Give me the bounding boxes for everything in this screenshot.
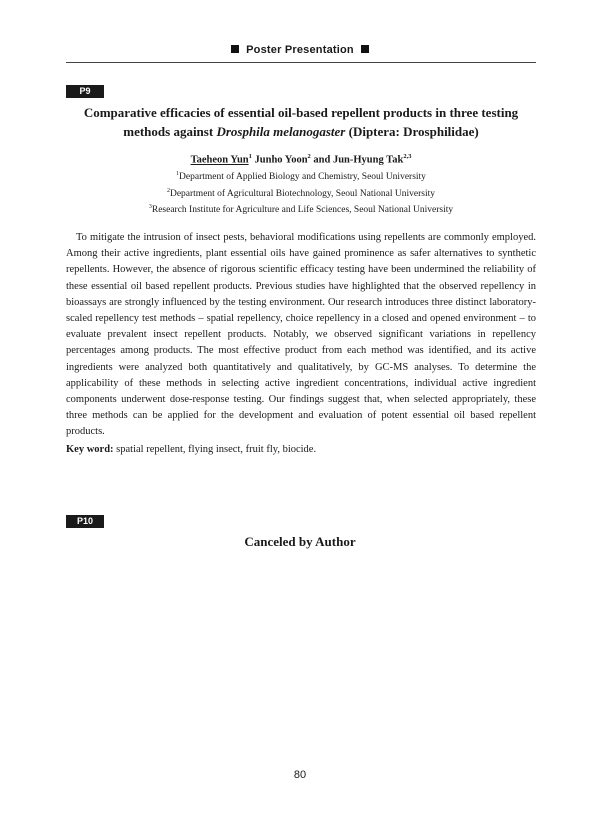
poster-tag-p10: P10 [66, 515, 104, 528]
author-list [66, 153, 536, 166]
keywords-label: Key word: [66, 444, 114, 455]
canceled-notice: Canceled by Author [244, 534, 356, 549]
affiliation [66, 168, 536, 185]
square-bullet-icon [361, 45, 369, 53]
running-header [0, 44, 600, 56]
header-divider [66, 62, 536, 63]
author-presenter: Taeheon Yun [190, 154, 249, 166]
author-affil-mark: 2,3 [403, 153, 412, 160]
author-connector: and [310, 154, 333, 166]
affiliation-text: Department of Applied Biology and Chemistry, Seoul University [179, 172, 426, 183]
section-title: Poster Presentation [246, 44, 354, 56]
affiliation [66, 185, 536, 202]
affiliation-text: Research Institute for Agriculture and Life Sciences, Seoul National University [151, 205, 454, 216]
author: Junho Yoon [254, 154, 308, 166]
abstract-title [66, 103, 536, 141]
affil-mark: 3 [148, 204, 152, 211]
affiliation [66, 201, 536, 218]
title-species: Drosphila melanogaster [216, 124, 346, 139]
author-affil-mark: 2 [307, 153, 311, 160]
title-text: Comparative efficacies of essential oil-based repellent products in three testing methods against [83, 105, 519, 139]
keywords-text: spatial repellent, flying insect, fruit fly, biocide. [113, 444, 317, 455]
title-text-tail: (Diptera: Drosphilidae) [345, 124, 479, 139]
author: Jun-Hyung Tak [332, 154, 404, 166]
poster-tag-p9: P9 [66, 85, 104, 98]
affiliation-text: Department of Agricultural Biotechnology, Seoul National University [169, 188, 436, 199]
keywords [66, 442, 536, 458]
page-number: 80 [293, 769, 307, 781]
square-bullet-icon [231, 45, 239, 53]
affil-mark: 1 [176, 171, 180, 177]
author-affil-mark: 1 [248, 153, 252, 160]
affil-mark: 2 [166, 187, 170, 194]
abstract-body: To mitigate the intrusion of insect pests, behavioral modifications using repellents are commonly employed. Among their active ingredients, plant essential oils have gained prominence as safer alternatives to synthetic repellents. However, the absence of rigorous scientific efficacy testing have been undermined the reliability of these essential oil based repellent products. Previous studies have highlighted that the observed repellency in bioassays are strongly influenced by the testing environment. Our research introduces three distinct laboratory-scaled repellency test methods – spatial repellency, choice repellency in a closed and opened environment – to evaluate prevalent insect repellent products. Notably, we observed significant variations in repellency percentages among products. The most effective product from each method was identified, and its active ingredients were analyzed both quantitatively and qualitatively, by GC-MS analyses. To determine the applicability of these methods in selecting active ingredient concentrations, individual active ingredient components underwent dose-response testing. Our findings suggest that, when selected appropriately, these three methods can be applied for the development and evaluation of potent essential oil based repellent products. [66, 232, 536, 438]
affiliation-list [66, 168, 536, 218]
